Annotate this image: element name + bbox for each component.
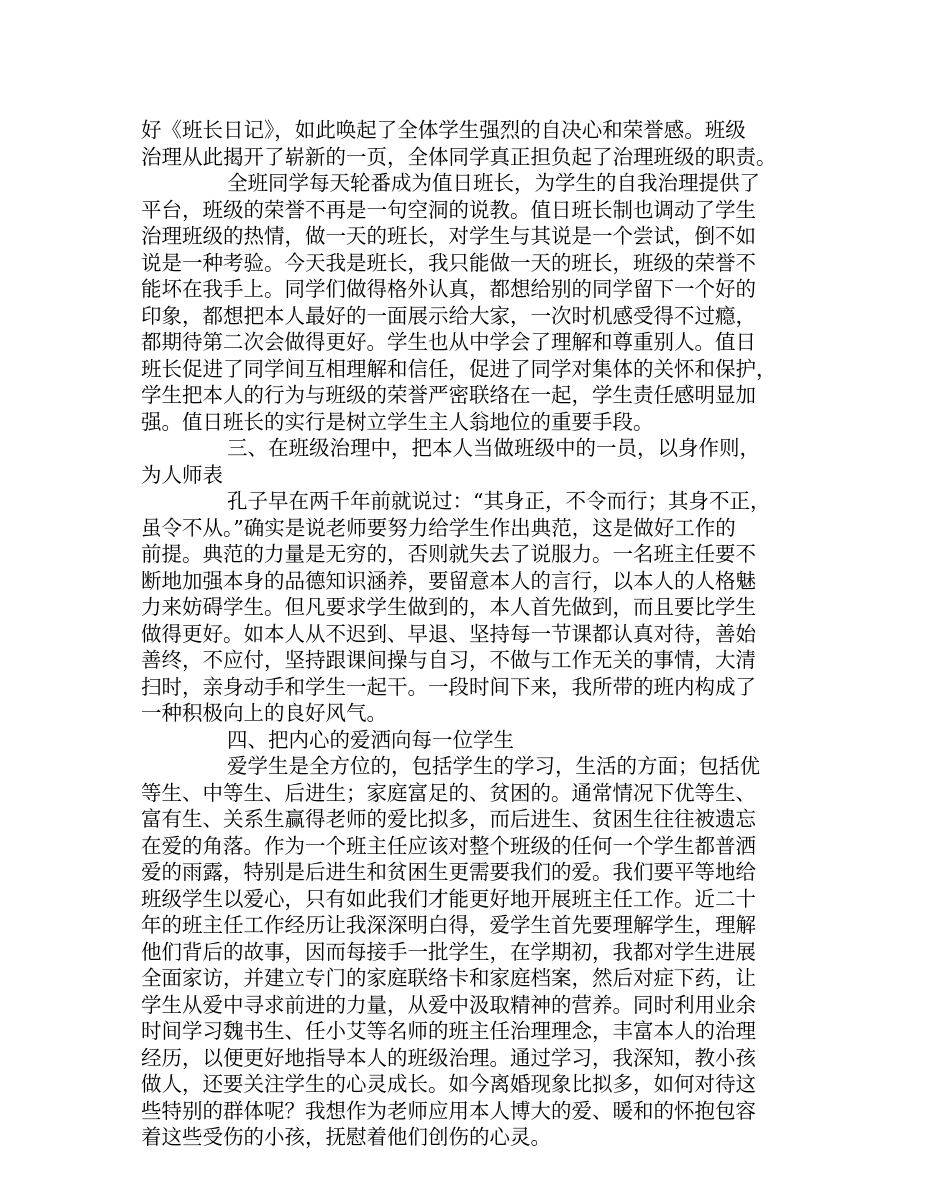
text-line: 富有生、关系生赢得老师的爱比拟多，而后进生、贫困生往往被遗忘 [141, 807, 756, 831]
text-line: 四、把内心的爱洒向每一位学生 [227, 727, 514, 752]
text-line: 一种积极向上的良好风气。 [141, 701, 387, 725]
text-line: 在爱的角落。作为一个班主任应该对整个班级的任何一个学生都普洒 [141, 833, 756, 858]
text-line: 平台，班级的荣誉不再是一句空洞的说教。值日班长制也调动了学生 [141, 197, 756, 222]
text-line: 善终，不应付，坚持跟课间操与自习，不做与工作无关的事情，大清 [141, 648, 756, 672]
document-body-text [141, 117, 827, 1151]
text-line: 爱学生是全方位的，包括学生的学习，生活的方面；包括优 [227, 754, 760, 778]
text-line: 印象，都想把本人最好的一面展示给大家，一次时机感受得不过瘾， [141, 303, 756, 328]
text-line: 爱的雨露，特别是后进生和贫困生更需要我们的爱。我们要平等地给 [141, 860, 756, 884]
text-line: 年的班主任工作经历让我深深明白得，爱学生首先要理解学生，理解 [141, 913, 756, 937]
text-line: 治理班级的热情，做一天的班长，对学生与其说是一个尝试，倒不如 [141, 224, 756, 248]
text-line: 等生、中等生、后进生；家庭富足的、贫困的。通常情况下优等生、 [141, 780, 756, 805]
text-line: 孔子早在两千年前就说过：“其身正，不令而行；其身不正， [227, 489, 771, 513]
text-line: 时间学习魏书生、任小艾等名师的班主任治理理念，丰富本人的治理 [141, 1019, 756, 1043]
text-line: 治理从此揭开了崭新的一页，全体同学真正担负起了治理班级的职责。 [141, 144, 777, 169]
text-line: 着这些受伤的小孩，抚慰着他们创伤的心灵。 [141, 1125, 551, 1149]
text-line: 做得更好。如本人从不迟到、早退、坚持每一节课都认真对待，善始 [141, 621, 756, 646]
text-line: 扫时，亲身动手和学生一起干。一段时间下来，我所带的班内构成了 [141, 674, 756, 699]
text-line: 虽令不从。”确实是说老师要努力给学生作出典范，这是做好工作的 [141, 515, 736, 540]
text-line: 全面家访，并建立专门的家庭联络卡和家庭档案，然后对症下药，让 [141, 966, 756, 990]
text-line: 班级学生以爱心，只有如此我们才能更好地开展班主任工作。近二十 [141, 886, 756, 911]
text-line: 都期待第二次会做得更好。学生也从中学会了理解和尊重别人。值日 [141, 330, 756, 354]
text-line: 学生从爱中寻求前进的力量，从爱中汲取精神的营养。同时利用业余 [141, 992, 756, 1017]
text-line: 好《班长日记》，如此唤起了全体学生强烈的自决心和荣誉感。班级 [141, 118, 746, 142]
text-line: 前提。典范的力量是无穷的，否则就失去了说服力。一名班主任要不 [141, 542, 756, 566]
text-line: 些特别的群体呢？我想作为老师应用本人博大的爱、暖和的怀抱包容 [141, 1098, 756, 1123]
text-line: 为人师表 [141, 462, 223, 487]
text-line: 强。值日班长的实行是树立学生主人翁地位的重要手段。 [141, 409, 654, 434]
text-line: 说是一种考验。今天我是班长，我只能做一天的班长，班级的荣誉不 [141, 250, 756, 275]
text-line: 班长促进了同学间互相理解和信任，促进了同学对集体的关怀和保护， [141, 356, 777, 381]
text-line: 学生把本人的行为与班级的荣誉严密联络在一起，学生责任感明显加 [141, 383, 756, 407]
text-line: 经历，以便更好地指导本人的班级治理。通过学习，我深知，教小孩 [141, 1045, 756, 1070]
text-line: 断地加强本身的品德知识涵养，要留意本人的言行，以本人的人格魅 [141, 568, 756, 593]
text-line: 能坏在我手上。同学们做得格外认真，都想给别的同学留下一个好的 [141, 277, 756, 301]
text-line: 三、在班级治理中，把本人当做班级中的一员，以身作则， [227, 436, 760, 460]
text-line: 做人，还要关注学生的心灵成长。如今离婚现象比拟多，如何对待这 [141, 1072, 756, 1096]
text-line: 全班同学每天轮番成为值日班长，为学生的自我治理提供了 [227, 171, 760, 195]
text-line: 力来妨碍学生。但凡要求学生做到的，本人首先做到，而且要比学生 [141, 595, 756, 619]
text-line: 他们背后的故事，因而每接手一批学生，在学期初，我都对学生进展 [141, 939, 756, 964]
